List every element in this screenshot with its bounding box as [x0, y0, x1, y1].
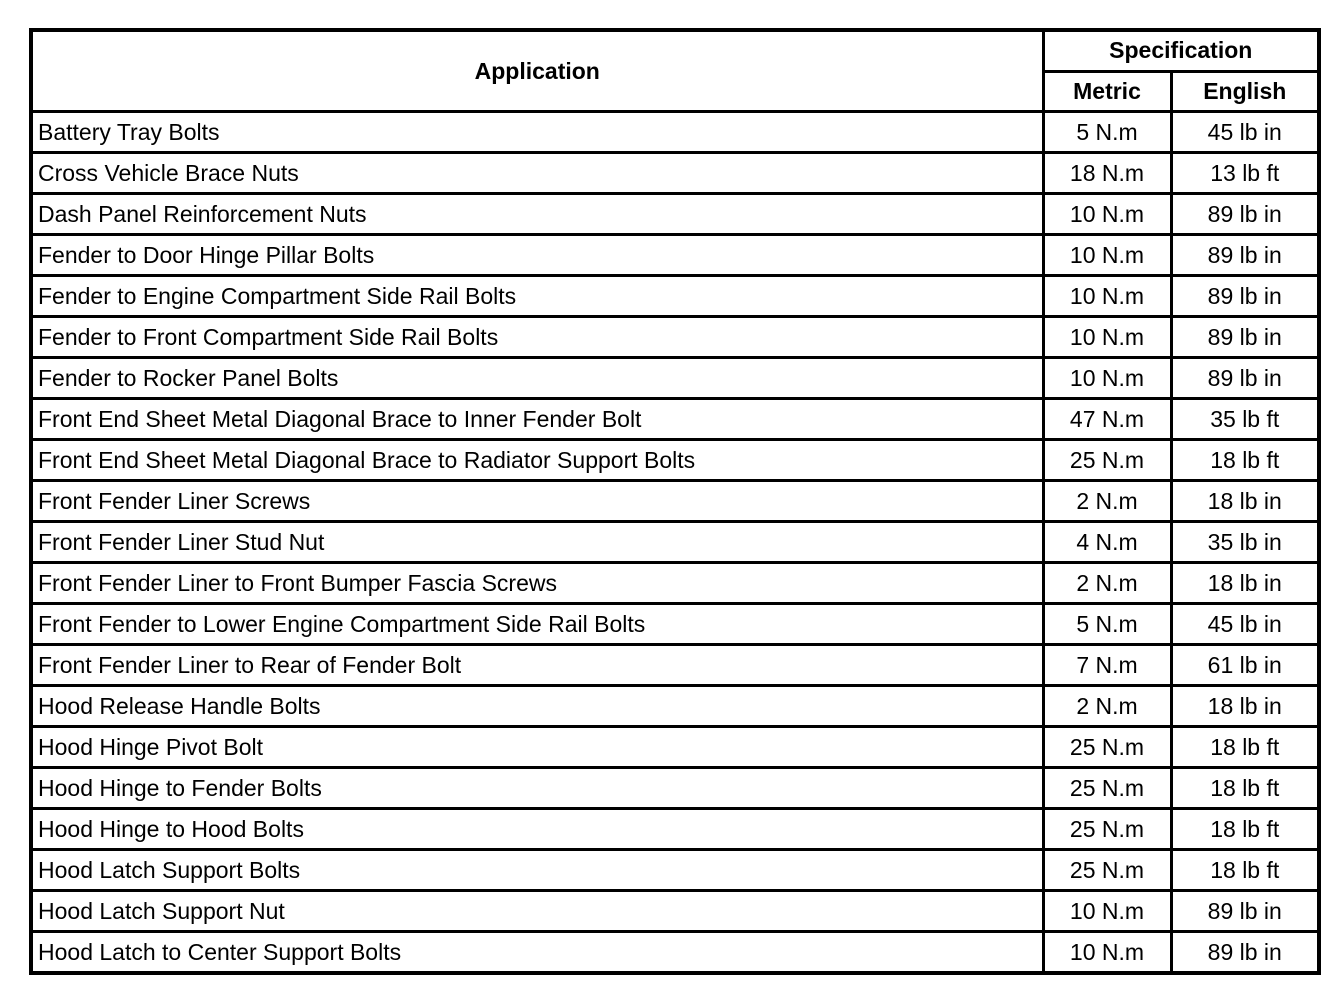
english-value-cell: 89 lb in: [1171, 235, 1319, 276]
metric-value-cell: 2 N.m: [1043, 481, 1171, 522]
metric-value-cell: 10 N.m: [1043, 194, 1171, 235]
application-cell: Hood Latch Support Nut: [31, 891, 1043, 932]
metric-column-header: Metric: [1043, 71, 1171, 112]
table-row: [31, 932, 1319, 974]
application-cell: Battery Tray Bolts: [31, 112, 1043, 153]
application-cell: Fender to Rocker Panel Bolts: [31, 358, 1043, 399]
application-cell: Front End Sheet Metal Diagonal Brace to Inner Fender Bolt: [31, 399, 1043, 440]
table-row: [31, 645, 1319, 686]
metric-value-cell: 5 N.m: [1043, 604, 1171, 645]
application-cell: Dash Panel Reinforcement Nuts: [31, 194, 1043, 235]
english-value-cell: 18 lb in: [1171, 481, 1319, 522]
metric-value-cell: 10 N.m: [1043, 891, 1171, 932]
metric-value-cell: 10 N.m: [1043, 317, 1171, 358]
table-row: [31, 686, 1319, 727]
table-row: [31, 768, 1319, 809]
english-value-cell: 18 lb in: [1171, 686, 1319, 727]
table-row: [31, 440, 1319, 481]
english-value-cell: 35 lb ft: [1171, 399, 1319, 440]
table-row: [31, 235, 1319, 276]
application-cell: Front Fender to Lower Engine Compartment Side Rail Bolts: [31, 604, 1043, 645]
metric-value-cell: 47 N.m: [1043, 399, 1171, 440]
metric-value-cell: 25 N.m: [1043, 440, 1171, 481]
metric-value-cell: 25 N.m: [1043, 809, 1171, 850]
application-cell: Hood Hinge to Hood Bolts: [31, 809, 1043, 850]
english-value-cell: 18 lb ft: [1171, 768, 1319, 809]
english-value-cell: 89 lb in: [1171, 317, 1319, 358]
table-row: [31, 891, 1319, 932]
application-cell: Hood Release Handle Bolts: [31, 686, 1043, 727]
table-row: [31, 563, 1319, 604]
table-row: [31, 358, 1319, 399]
metric-value-cell: 10 N.m: [1043, 235, 1171, 276]
table-row: [31, 399, 1319, 440]
table-row: [31, 481, 1319, 522]
application-cell: Fender to Engine Compartment Side Rail Bolts: [31, 276, 1043, 317]
english-value-cell: 89 lb in: [1171, 891, 1319, 932]
metric-value-cell: 10 N.m: [1043, 276, 1171, 317]
table-row: [31, 317, 1319, 358]
application-cell: Cross Vehicle Brace Nuts: [31, 153, 1043, 194]
english-value-cell: 89 lb in: [1171, 358, 1319, 399]
metric-value-cell: 10 N.m: [1043, 358, 1171, 399]
table-row: [31, 604, 1319, 645]
english-value-cell: 18 lb ft: [1171, 850, 1319, 891]
english-value-cell: 89 lb in: [1171, 276, 1319, 317]
application-cell: Hood Hinge to Fender Bolts: [31, 768, 1043, 809]
metric-value-cell: 10 N.m: [1043, 932, 1171, 974]
application-cell: Hood Latch Support Bolts: [31, 850, 1043, 891]
application-cell: Front Fender Liner Stud Nut: [31, 522, 1043, 563]
english-column-header: English: [1171, 71, 1319, 112]
table-row: [31, 727, 1319, 768]
table-header: [31, 30, 1319, 112]
torque-spec-table: [29, 28, 1321, 975]
metric-value-cell: 2 N.m: [1043, 686, 1171, 727]
application-cell: Front End Sheet Metal Diagonal Brace to Radiator Support Bolts: [31, 440, 1043, 481]
table-row: [31, 809, 1319, 850]
application-column-header: Application: [31, 30, 1043, 112]
metric-value-cell: 25 N.m: [1043, 768, 1171, 809]
application-cell: Front Fender Liner to Front Bumper Fascia Screws: [31, 563, 1043, 604]
english-value-cell: 13 lb ft: [1171, 153, 1319, 194]
english-value-cell: 35 lb in: [1171, 522, 1319, 563]
application-cell: Front Fender Liner Screws: [31, 481, 1043, 522]
english-value-cell: 89 lb in: [1171, 194, 1319, 235]
english-value-cell: 18 lb in: [1171, 563, 1319, 604]
table-row: [31, 522, 1319, 563]
table-row: [31, 850, 1319, 891]
application-cell: Hood Hinge Pivot Bolt: [31, 727, 1043, 768]
table-body: [31, 112, 1319, 974]
english-value-cell: 61 lb in: [1171, 645, 1319, 686]
english-value-cell: 18 lb ft: [1171, 440, 1319, 481]
table-row: [31, 194, 1319, 235]
application-cell: Front Fender Liner to Rear of Fender Bolt: [31, 645, 1043, 686]
metric-value-cell: 18 N.m: [1043, 153, 1171, 194]
table-row: [31, 153, 1319, 194]
metric-value-cell: 25 N.m: [1043, 850, 1171, 891]
specification-column-header: Specification: [1043, 30, 1319, 71]
application-cell: Hood Latch to Center Support Bolts: [31, 932, 1043, 974]
metric-value-cell: 4 N.m: [1043, 522, 1171, 563]
table-row: [31, 276, 1319, 317]
application-cell: Fender to Door Hinge Pillar Bolts: [31, 235, 1043, 276]
metric-value-cell: 2 N.m: [1043, 563, 1171, 604]
application-cell: Fender to Front Compartment Side Rail Bolts: [31, 317, 1043, 358]
metric-value-cell: 5 N.m: [1043, 112, 1171, 153]
header-row-top: [31, 30, 1319, 71]
english-value-cell: 18 lb ft: [1171, 727, 1319, 768]
english-value-cell: 45 lb in: [1171, 604, 1319, 645]
metric-value-cell: 25 N.m: [1043, 727, 1171, 768]
english-value-cell: 18 lb ft: [1171, 809, 1319, 850]
english-value-cell: 45 lb in: [1171, 112, 1319, 153]
english-value-cell: 89 lb in: [1171, 932, 1319, 974]
table-row: [31, 112, 1319, 153]
metric-value-cell: 7 N.m: [1043, 645, 1171, 686]
